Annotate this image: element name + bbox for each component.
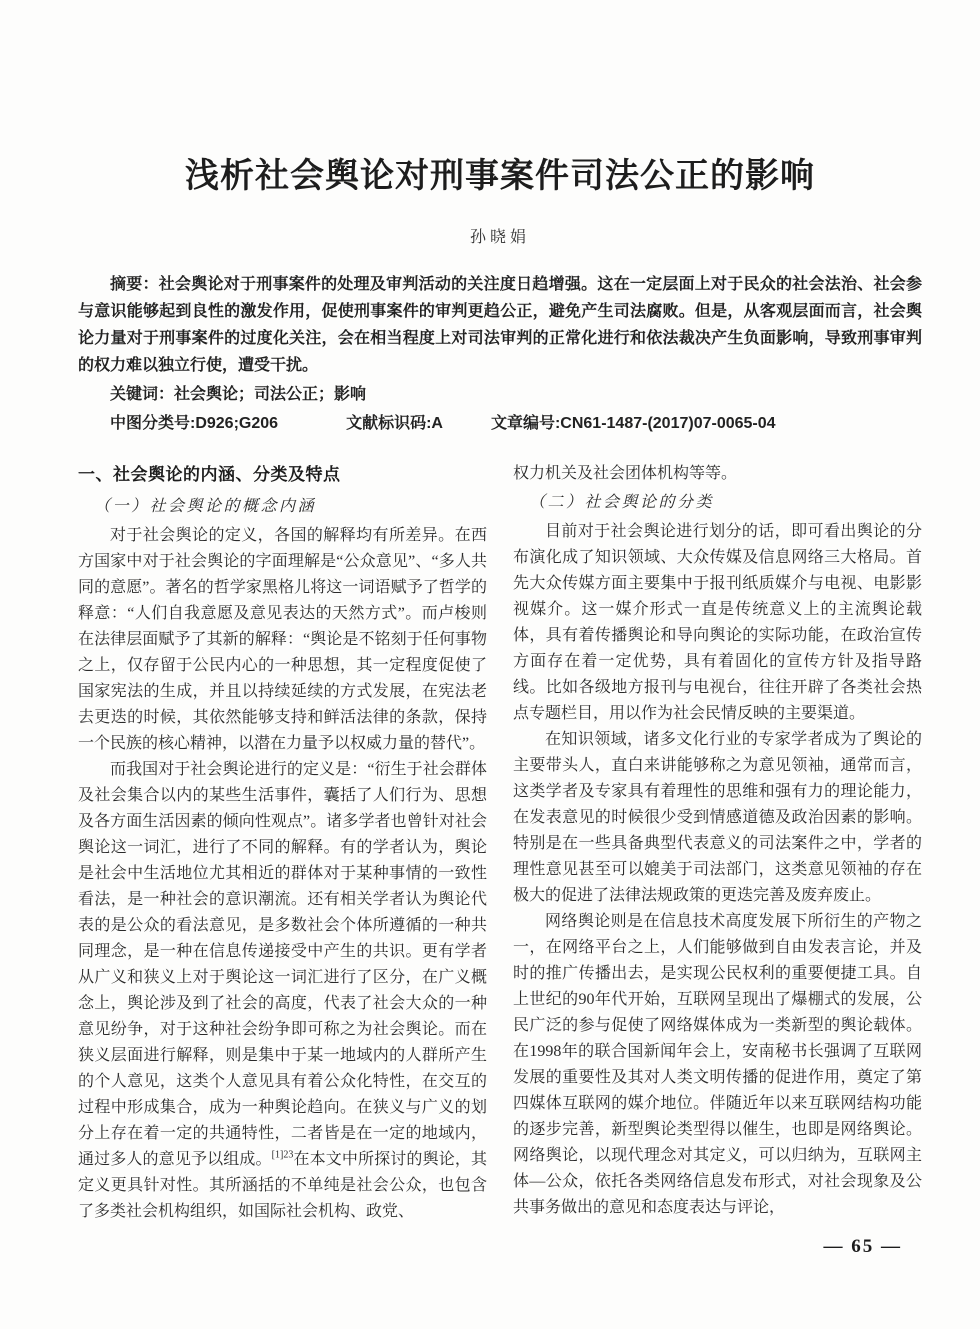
article-body-columns [78, 461, 922, 1225]
body-paragraph: 在知识领域，诸多文化行业的专家学者成为了舆论的主要带头人，直白来讲能够称之为意见领袖，通常而言，这类学者及专家具有着理性的思维和强有力的理论能力，在发表意见的时候很少受到情感道德及政治因素的影响。特别是在一些具备典型代表意义的司法案件之中，学者的理性意见甚至可以媲美于司法部门，这类意见领袖的存在极大的促进了法律法规政策的更迭完善及废弃废止。 [513, 731, 922, 904]
body-paragraph [78, 757, 487, 1225]
body-paragraph-continuation: 权力机关及社会团体机构等等。 [513, 465, 738, 482]
subsection-1-1-heading: （一）社会舆论的概念内涵 [94, 498, 317, 515]
author-name: 孙晓娟 [469, 229, 530, 246]
body-paragraph: 对于社会舆论的定义，各国的解释均有所差异。在西方国家中对于社会舆论的字面理解是“公众意见”、“多人共同的意愿”。著名的哲学家黑格儿将这一词语赋予了哲学的释意：“人们自我意愿及意见表达的天然方式”。而卢梭则在法律层面赋予了其新的解释：“舆论是不铭刻于任何事物之上，仅存留于公民内心的一种思想，其一定程度促使了国家宪法的生成，并且以持续延续的方式发展，在宪法老去更迭的时候，其依然能够支持和鲜活法律的条款，保持一个民族的核心精神，以潜在力量予以权威力量的替代”。 [78, 527, 487, 752]
clc-number: 中图分类号:D926;G206 [110, 415, 279, 432]
subsection-1-2-heading: （二）社会舆论的分类 [529, 494, 715, 511]
classification-row [78, 410, 922, 437]
body-paragraph: 网络舆论则是在信息技术高度发展下所衍生的产物之一，在网络平台之上，人们能够做到自由发表言论，并及时的推广传播出去，是实现公民权利的重要便捷工具。自上世纪的90年代开始，互联网呈现出了爆棚式的发展，公民广泛的参与促使了网络媒体成为一类新型的舆论载体。在1998年的联合国新闻年会上，安南秘书长强调了互联网发展的重要性及其对人类文明传播的促进作用，奠定了第四媒体互联网的媒介地位。伴随近年以来互联网结构功能的逐步完善，新型舆论类型得以催生，也即是网络舆论。网络舆论，以现代理念对其定义，可以归纳为，互联网主体—公众，依托各类网络信息发布形式，对社会现象及公共事务做出的意见和态度表达与评论， [513, 913, 922, 1216]
keywords-line: 关键词：社会舆论；司法公正；影响 [110, 386, 367, 403]
abstract-text: 摘要：社会舆论对于刑事案件的处理及审判活动的关注度日趋增强。这在一定层面上对于民众的社会法治、社会参与意识能够起到良性的激发作用，促使刑事案件的审判更趋公正，避免产生司法腐败。但是，从客观层面而言，社会舆论力量对于刑事案件的过度化关注，会在相当程度上对司法审判的正常化进行和依法裁决产生负面影响，导致刑事审判的权力难以独立行使，遭受干扰。 [78, 276, 922, 374]
front-matter [78, 271, 922, 437]
article-id: 文章编号:CN61-1487-(2017)07-0065-04 [490, 415, 776, 432]
paper-title: 浅析社会舆论对刑事案件司法公正的影响 [185, 157, 815, 195]
right-column [513, 461, 922, 1225]
left-column [78, 461, 487, 1225]
paragraph-text: 而我国对于社会舆论进行的定义是：“衍生于社会群体及社会集合以内的某些生活事件，囊括了人们行为、思想及各方面生活因素的倾向性观点”。诸多学者也曾针对社会舆论这一词汇，进行了不同的解释。有的学者认为，舆论是社会中生活地位尤其相近的群体对于某种事情的一致性看法，是一种社会的意识潮流。还有相关学者认为舆论代表的是公众的看法意见，是多数社会个体所遵循的一种共同理念，是一种在信息传递接受中产生的共识。更有学者从广义和狭义上对于舆论这一词汇进行了区分，在广义概念上，舆论涉及到了社会的高度，代表了社会大众的一种意见纷争，对于这种社会纷争即可称之为社会舆论。而在狭义层面进行解释，则是集中于某一地域内的人群所产生的个人意见，这类个人意见具有着公众化特性，在交互的过程中形成集合，成为一种舆论趋向。在狭义与广义的划分上存在着一定的共通特性，二者皆是在一定的地域内，通过多人的意见予以组成。 [78, 761, 487, 1168]
section-1-heading: 一、社会舆论的内涵、分类及特点 [78, 465, 341, 484]
body-paragraph: 目前对于社会舆论进行划分的话，即可看出舆论的分布演化成了知识领域、大众传媒及信息网络三大格局。首先大众传媒方面主要集中于报刊纸质媒介与电视、电影影视媒介。这一媒介形式一直是传统意义上的主流舆论载体，具有着传播舆论和导向舆论的实际功能，在政治宣传方面存在着一定优势，具有着固化的宣传方针及指导路线。比如各级地方报刊与电视台，往往开辟了各类社会热点专题栏目，用以作为社会民情反映的主要渠道。 [513, 523, 922, 722]
page-number: — 65 — [823, 1236, 902, 1257]
citation-marker: [1]23 [271, 1149, 294, 1161]
document-code: 文献标识码:A [346, 415, 443, 432]
paragraph-text: 在本文中所探讨的舆论，其定义更具针对性。其所涵括的不单纯是社会公众，也包含了多类社会机构组织，如国际社会机构、政党、 [78, 1151, 487, 1220]
